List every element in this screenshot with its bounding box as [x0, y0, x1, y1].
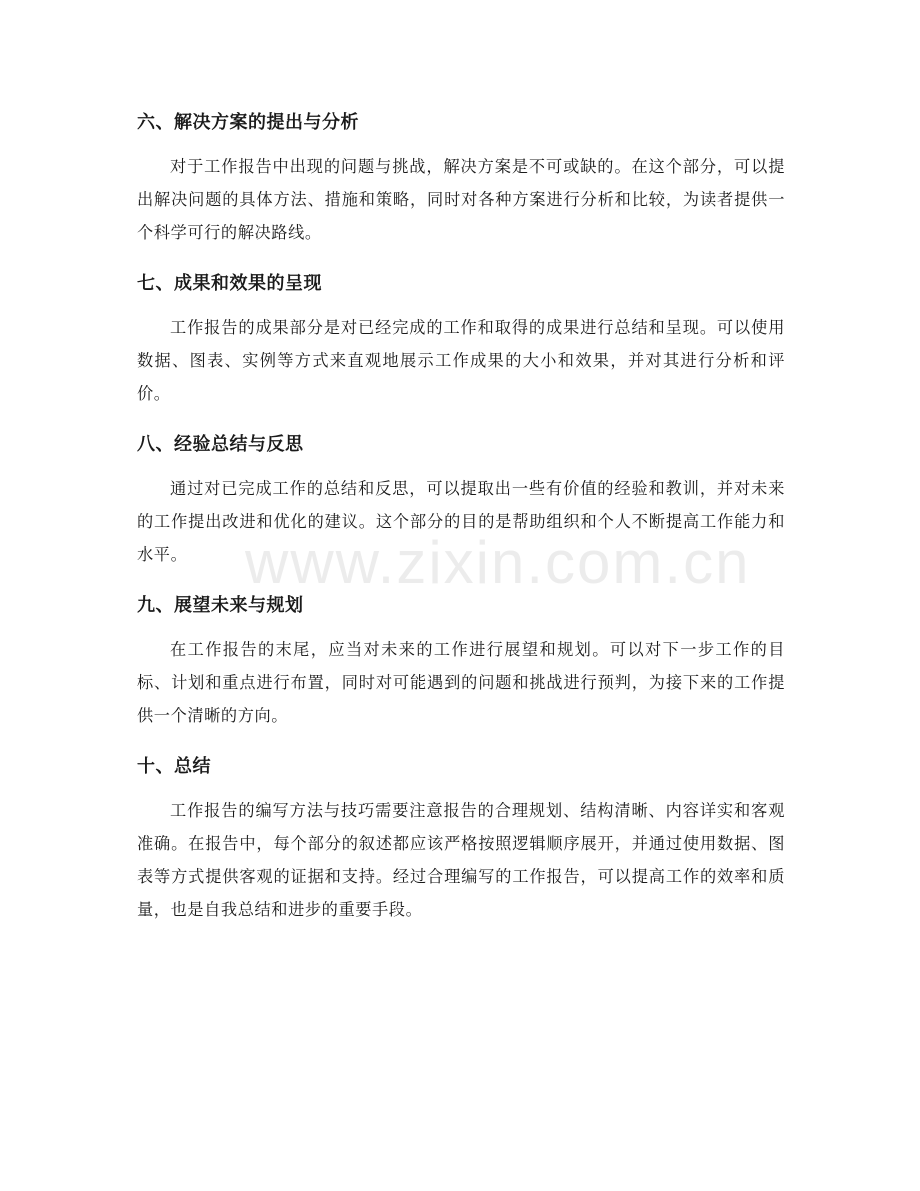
section-heading: 十、总结	[137, 756, 211, 777]
section-heading: 八、经验总结与反思	[137, 434, 304, 455]
section-heading: 七、成果和效果的呈现	[137, 273, 322, 294]
section-experience	[137, 430, 785, 571]
section-heading: 六、解决方案的提出与分析	[137, 112, 359, 133]
watermark: www.zixin.com.cn	[245, 529, 751, 596]
section-outlook	[137, 591, 785, 732]
section-results	[137, 269, 785, 410]
section-summary	[137, 752, 785, 926]
section-paragraph: 对于工作报告中出现的问题与挑战，解决方案是不可或缺的。在这个部分，可以提出解决问题的具体方法、措施和策略，同时对各种方案进行分析和比较，为读者提供一个科学可行的解决路线。	[137, 157, 785, 242]
section-paragraph: 工作报告的编写方法与技巧需要注意报告的合理规划、结构清晰、内容详实和客观准确。在报告中，每个部分的叙述都应该严格按照逻辑顺序展开，并通过使用数据、图表等方式提供客观的证据和支持。经过合理编写的工作报告，可以提高工作的效率和质量，也是自我总结和进步的重要手段。	[137, 801, 785, 919]
section-paragraph: 通过对已完成工作的总结和反思，可以提取出一些有价值的经验和教训，并对未来的工作提出改进和优化的建议。这个部分的目的是帮助组织和个人不断提高工作能力和水平。	[137, 479, 785, 564]
document-content	[137, 108, 785, 946]
section-paragraph: 工作报告的成果部分是对已经完成的工作和取得的成果进行总结和呈现。可以使用数据、图表、实例等方式来直观地展示工作成果的大小和效果，并对其进行分析和评价。	[137, 318, 785, 403]
section-paragraph: 在工作报告的末尾，应当对未来的工作进行展望和规划。可以对下一步工作的目标、计划和重点进行布置，同时对可能遇到的问题和挑战进行预判，为接下来的工作提供一个清晰的方向。	[137, 640, 785, 725]
section-solutions	[137, 108, 785, 249]
section-heading: 九、展望未来与规划	[137, 595, 304, 616]
